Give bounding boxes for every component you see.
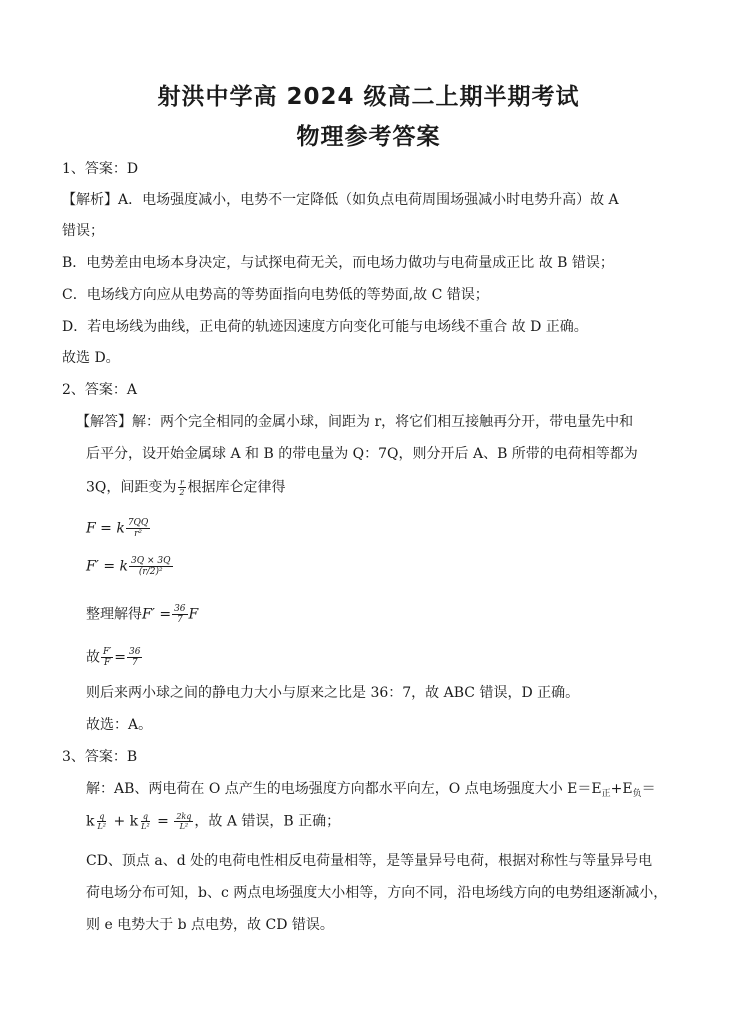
q2-analysis-line3 <box>86 478 285 497</box>
coulomb-equation-f: F = k $\frac{7QQ}{\text{r²}}$ <box>86 518 149 539</box>
q2-solve-line: 整理解得F′ = $\frac{36}{7}$ F <box>86 604 199 625</box>
q2-analysis-line1: 【解答】解：两个完全相同的金属小球，间距为 r，将它们相互接触再分开，带电量先中和 <box>76 414 634 430</box>
exam-subtitle: 物理参考答案 <box>296 124 441 150</box>
ratio-value-fraction: $\frac{36}{7}$ <box>129 647 141 668</box>
q-over-l2-fraction-1: $\frac{q}{\text{L²}}$ <box>97 812 107 831</box>
q2-answer: 2、答案：A <box>62 382 138 398</box>
q1-answer: 1、答案：D <box>62 161 139 177</box>
q2-analysis-line3a: 3Q，间距变为 <box>86 479 177 496</box>
q1-option-d: D．若电场线为曲线，正电荷的轨迹因速度方向变化可能与电场线不重合 故 D 正确。 <box>62 319 588 335</box>
q2-analysis-line3b: 根据库仑定律得 <box>187 479 286 496</box>
ratio-fraction: $\frac{F'}{F}$ <box>103 647 112 668</box>
exam-title: 射洪中学高 2024 级高二上期半期考试 <box>157 84 580 110</box>
q2-analysis-line2: 后平分，设开始金属球 A 和 B 的带电量为 Q：7Q，则分开后 A、B 所带的电荷相等都为 <box>86 446 638 462</box>
q3-line4: 荷电场分布可知，b、c 两点电场强度大小相等，方向不同，沿电场线方向的电势组逐渐减小， <box>86 885 668 901</box>
f-prime-fraction: $\frac{3Q \times 3Q}{\text{(r/2)²}}$ <box>131 556 171 577</box>
f-fraction: $\frac{7QQ}{\text{r²}}$ <box>127 518 149 539</box>
q3-answer: 3、答案：B <box>62 749 138 765</box>
q3-line1: 解：AB、两电荷在 O 点产生的电场强度方向都水平向左，O 点电场强度大小 $E=E_正+E_负=$ <box>86 781 656 799</box>
q3-line3: CD、顶点 a、d 处的电荷电性相反电荷量相等，是等量异号电荷，根据对称性与等量异号电 <box>86 853 653 869</box>
coulomb-equation-f-prime: F′ = k $\frac{3Q \times 3Q}{\text{(r/2)²}}$ <box>86 556 171 577</box>
q1-choose: 故选 D。 <box>62 350 120 366</box>
q3-line2: k $\frac{q}{\text{L²}}$ + k $\frac{q}{\text{L²}}$ = $\frac{2kq}{\text{L²}}$ ，故 A 错误，B 正确； <box>86 812 341 831</box>
q2-ratio-line: 故 $\frac{F'}{F}$ = $\frac{36}{7}$ <box>86 647 141 668</box>
q-over-l2-fraction-2: $\frac{q}{\text{L²}}$ <box>141 812 150 831</box>
solve-fraction: $\frac{36}{7}$ <box>174 604 186 625</box>
q1-option-b: B．电势差由电场本身决定，与试探电荷无关，而电场力做功与电荷量成正比 故 B 错误； <box>62 255 614 271</box>
half-r-fraction: $\frac{r}{2}$ <box>179 478 185 497</box>
q1-analysis-line2: 错误； <box>62 223 104 239</box>
q1-analysis-line1: 【解析】A．电场强度减小，电势不一定降低（如负点电荷周围场强减小时电势升高）故 A <box>62 192 619 208</box>
q3-line5: 则 e 电势大于 b 点电势，故 CD 错误。 <box>86 917 334 933</box>
q1-option-c: C．电场线方向应从电势高的等势面指向电势低的等势面,故 C 错误； <box>62 287 489 303</box>
q2-choose: 故选：A。 <box>86 717 153 733</box>
2kq-over-l2-fraction: $\frac{2kq}{\text{L²}}$ <box>176 812 192 831</box>
q2-conclusion: 则后来两小球之间的静电力大小与原来之比是 36：7，故 ABC 错误，D 正确。 <box>86 685 580 701</box>
